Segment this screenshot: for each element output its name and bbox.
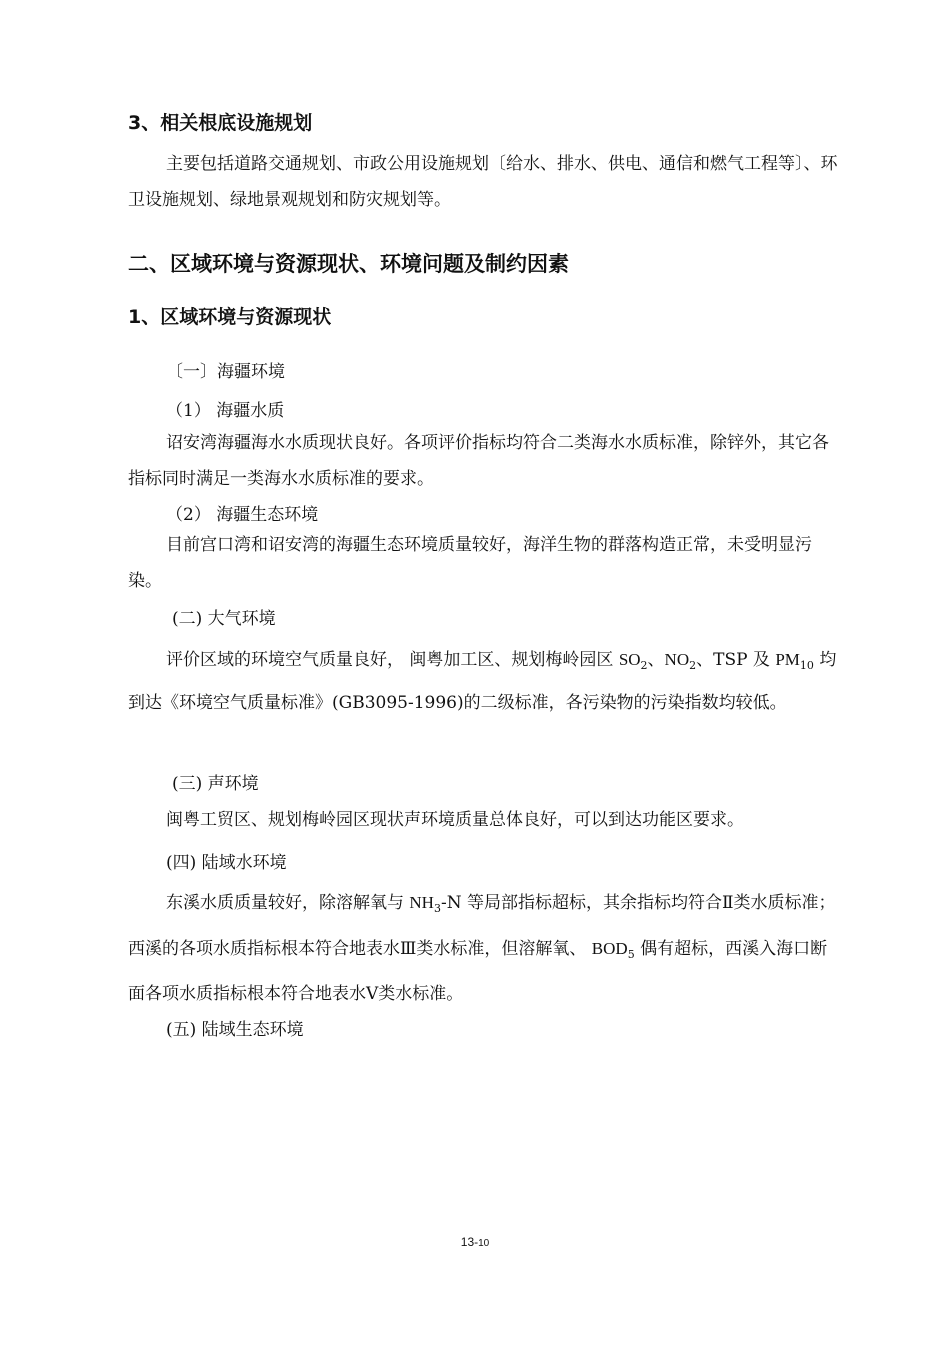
noise-env-title: (三) 声环境 <box>172 774 259 794</box>
marine-env-title: 〔一〕海疆环境 <box>166 362 285 382</box>
air-env-title: (二) 大气环境 <box>172 609 276 629</box>
land-water-paragraph: 东溪水质质量较好，除溶解氧与 $NH_3-N$ 等局部指标超标，其余指标均符合Ⅱ类水质标准；西溪的各项水质指标根本符合地表水Ⅲ类水标准，但溶解氧、 $BOD_5$ 偶有超标，西溪入海口断面各项水质指标根本符合地表水Ⅴ类水标准。 <box>128 893 836 1004</box>
marine-water-paragraph: 诏安湾海疆海水水质现状良好。各项评价指标均符合二类海水水质标准，除锌外，其它各指标同时满足一类海水水质标准的要求。 <box>128 433 829 489</box>
marine-eco-title: （2） 海疆生态环境 <box>166 505 319 525</box>
section-3-paragraph: 主要包括道路交通规划、市政公用设施规划〔给水、排水、供电、通信和燃气工程等〕、环卫设施规划、绿地景观规划和防灾规划等。 <box>128 154 838 210</box>
page-number: 13-10 <box>460 1235 490 1249</box>
section-3-heading: 3、相关根底设施规划 <box>128 112 313 134</box>
part-2-heading: 二、区域环境与资源现状、环境问题及制约因素 <box>128 252 569 276</box>
air-env-paragraph: 评价区域的环境空气质量良好， 闽粤加工区、规划梅岭园区 $SO_2$、$NO_2$、TSP 及 $PM_{10}$ 均到达《环境空气质量标准》(GB3095-1996)的二级标准，各污染物的污染指数均较低。 <box>128 650 837 713</box>
section-1-heading: 1、区域环境与资源现状 <box>128 306 332 328</box>
land-eco-title: (五) 陆域生态环境 <box>166 1020 304 1040</box>
marine-water-title: （1） 海疆水质 <box>166 401 285 421</box>
marine-eco-paragraph: 目前宫口湾和诏安湾的海疆生态环境质量较好，海洋生物的群落构造正常，未受明显污染。 <box>128 535 812 591</box>
noise-env-paragraph: 闽粤工贸区、规划梅岭园区现状声环境质量总体良好，可以到达功能区要求。 <box>166 810 744 830</box>
land-water-title: (四) 陆域水环境 <box>166 853 287 873</box>
